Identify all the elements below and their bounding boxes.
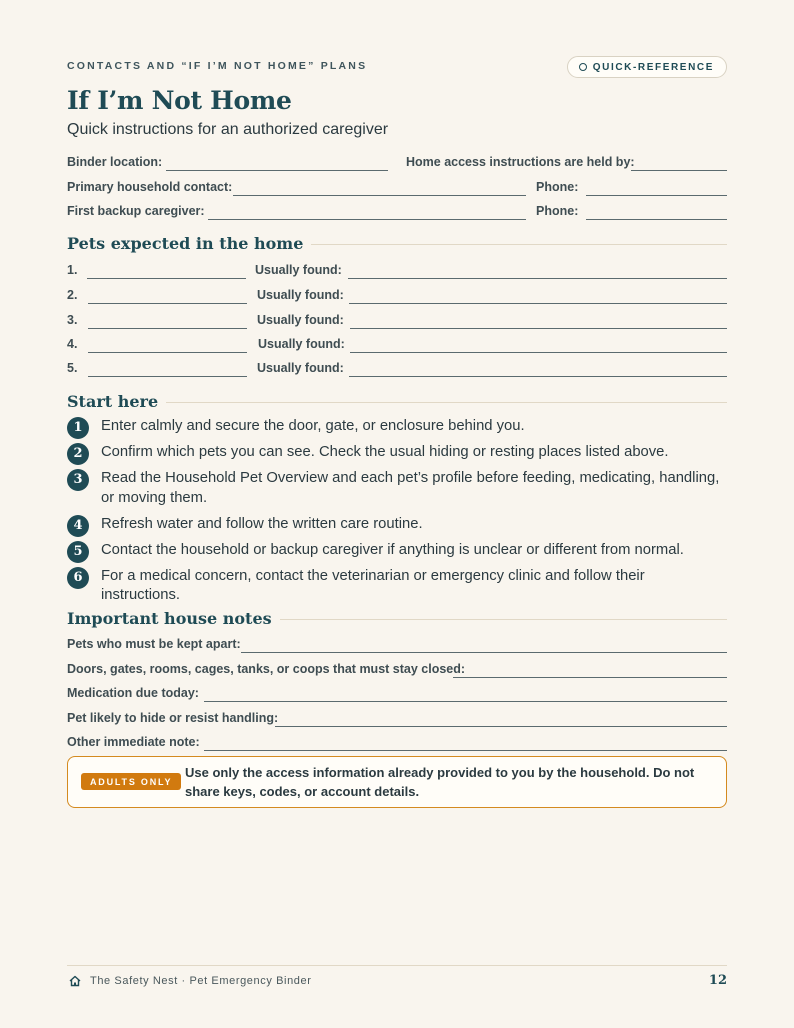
list-item [67, 443, 727, 463]
steps-list [67, 417, 727, 612]
pet-name-field[interactable] [88, 328, 247, 329]
primary-contact-field[interactable] [233, 195, 526, 196]
page-number: 12 [708, 973, 727, 988]
pet-number: 5. [67, 361, 78, 375]
pet-number: 3. [67, 313, 78, 327]
callout-text: Use only the access information already provided to you by the household. Do not share keys, codes, or account details. [185, 765, 695, 799]
list-item [67, 469, 727, 508]
adults-only-badge: ADULTS ONLY [81, 773, 181, 790]
usually-found-label: Usually found: [255, 263, 342, 277]
note-row [67, 660, 727, 680]
note-field[interactable] [241, 652, 727, 653]
circle-icon [579, 63, 587, 71]
page-footer [67, 974, 727, 990]
list-item [67, 541, 727, 561]
primary-phone-field[interactable] [586, 195, 727, 196]
list-item [67, 515, 727, 535]
page-title: If I’m Not Home [67, 86, 292, 115]
primary-contact-row [67, 178, 727, 198]
note-label: Medication due today: [67, 686, 199, 700]
step-text: Enter calmly and secure the door, gate, or enclosure behind you. [101, 418, 525, 434]
notes-section-heading [67, 609, 727, 631]
primary-phone-label: Phone: [536, 180, 579, 194]
step-number: 5 [67, 541, 89, 563]
note-field[interactable] [204, 701, 727, 702]
step-text: Confirm which pets you can see. Check the usual hiding or resting places listed above. [101, 444, 669, 460]
pet-name-field[interactable] [88, 352, 247, 353]
step-number: 1 [67, 417, 89, 439]
note-row [67, 733, 727, 753]
step-number: 3 [67, 469, 89, 491]
usually-found-field[interactable] [350, 352, 727, 353]
quick-reference-label: QUICK-REFERENCE [592, 61, 714, 73]
note-row [67, 635, 727, 655]
pet-name-field[interactable] [88, 376, 247, 377]
pet-number: 1. [67, 263, 78, 277]
usually-found-label: Usually found: [257, 288, 344, 302]
pet-number: 4. [67, 337, 78, 351]
document-page [67, 0, 727, 1028]
note-label: Pets who must be kept apart: [67, 637, 241, 651]
pet-row [67, 311, 727, 331]
usually-found-label: Usually found: [257, 313, 344, 327]
usually-found-field[interactable] [350, 328, 727, 329]
step-text: Refresh water and follow the written care routine. [101, 515, 423, 532]
usually-found-field[interactable] [348, 278, 727, 279]
binder-location-field[interactable] [166, 170, 388, 171]
pets-section-heading [67, 234, 727, 256]
note-row [67, 684, 727, 704]
start-section-title: Start here [67, 392, 166, 411]
section-divider [249, 619, 727, 620]
notes-section-title: Important house notes [67, 609, 280, 628]
pets-section-title: Pets expected in the home [67, 234, 311, 253]
step-text: For a medical concern, contact the veterinarian or emergency clinic and follow their instructions. [101, 567, 645, 603]
section-divider [147, 402, 727, 403]
note-label: Pet likely to hide or resist handling: [67, 711, 279, 725]
note-row [67, 709, 727, 729]
binder-location-row [67, 153, 727, 173]
step-text: Read the Household Pet Overview and each pet’s profile before feeding, medicating, handling, or moving them. [101, 470, 720, 506]
page-subtitle: Quick instructions for an authorized caregiver [67, 121, 389, 138]
backup-phone-label: Phone: [536, 204, 579, 218]
binder-location-label: Binder location: [67, 155, 163, 169]
step-number: 4 [67, 515, 89, 537]
step-number: 2 [67, 443, 89, 465]
footer-divider [67, 965, 727, 966]
note-field[interactable] [275, 726, 727, 727]
footer-text: The Safety Nest · Pet Emergency Binder [90, 975, 312, 987]
note-field[interactable] [453, 677, 727, 678]
home-access-field[interactable] [631, 170, 727, 171]
pet-name-field[interactable] [87, 278, 246, 279]
pet-row [67, 286, 727, 306]
pet-row [67, 261, 727, 281]
section-divider [267, 244, 727, 245]
pet-row [67, 359, 727, 379]
section-eyebrow: CONTACTS AND “IF I’M NOT HOME” PLANS [67, 60, 368, 72]
step-text: Contact the household or backup caregiver if anything is unclear or different from normal. [101, 541, 684, 558]
backup-phone-field[interactable] [586, 219, 727, 220]
pet-row [67, 335, 727, 355]
quick-reference-badge [567, 56, 727, 78]
primary-contact-label: Primary household contact: [67, 180, 233, 194]
usually-found-field[interactable] [349, 376, 727, 377]
list-item [67, 567, 727, 606]
home-access-label: Home access instructions are held by: [406, 155, 635, 169]
note-label: Other immediate note: [67, 735, 200, 749]
note-field[interactable] [204, 750, 727, 751]
list-item [67, 417, 727, 437]
pet-number: 2. [67, 288, 78, 302]
first-backup-label: First backup caregiver: [67, 204, 205, 218]
pet-name-field[interactable] [88, 303, 247, 304]
adults-only-callout [67, 756, 727, 808]
usually-found-label: Usually found: [258, 337, 345, 351]
note-label: Doors, gates, rooms, cages, tanks, or coops that must stay closed: [67, 662, 466, 676]
first-backup-row [67, 202, 727, 222]
home-icon [69, 975, 81, 987]
first-backup-field[interactable] [208, 219, 526, 220]
step-number: 6 [67, 567, 89, 589]
usually-found-label: Usually found: [257, 361, 344, 375]
usually-found-field[interactable] [349, 303, 727, 304]
start-section-heading [67, 392, 727, 414]
